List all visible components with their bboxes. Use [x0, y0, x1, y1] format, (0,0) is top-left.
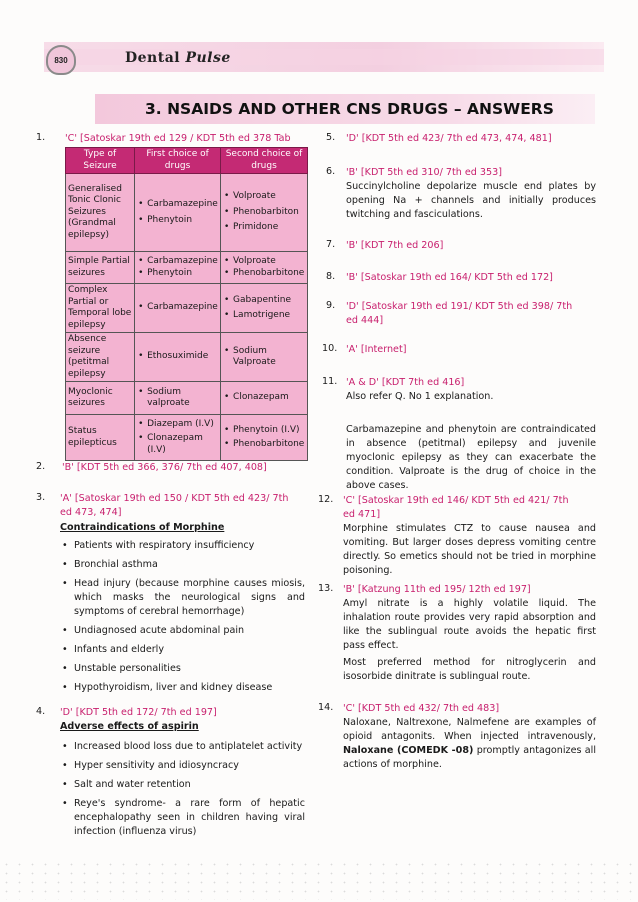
q6-number: 6. [326, 166, 336, 177]
brand-plain: Dental [125, 50, 181, 66]
list-item: • Increased blood loss due to antiplatelet activity [60, 740, 305, 754]
q2-answer: 'B' [KDT 5th ed 366, 376/ 7th ed 407, 408] [62, 462, 267, 473]
table-cell: Complex Partial or Temporal lobe epilepsy [66, 284, 135, 333]
table-row [66, 382, 308, 415]
table-cell [221, 174, 308, 252]
list-item: • Volproate [223, 256, 305, 268]
q11-answer: 'A & D' [KDT 7th ed 416] [346, 377, 465, 388]
table-cell [135, 415, 221, 461]
list-item: • Sodium valproate [137, 387, 218, 410]
list-item: • Primidone [223, 222, 305, 234]
table-cell [135, 252, 221, 284]
brand-script: Pulse [185, 50, 231, 66]
list-item: • Phenobarbiton [223, 207, 305, 219]
q14-text-a: Naloxane, Naltrexone, Nalmefene are examples of opioid antagonits. When injected intravenously, [343, 717, 596, 742]
list-item: • Unstable personalities [60, 662, 305, 676]
q12-number: 12. [318, 494, 334, 505]
q1-answer: 'C' [Satoskar 19th ed 129 / KDT 5th ed 378 Tab [65, 133, 291, 144]
table-header: First choice of drugs [135, 148, 221, 174]
list-item: • Undiagnosed acute abdominal pain [60, 624, 305, 638]
list-item: • Hyper sensitivity and idiosyncracy [60, 759, 305, 773]
list-item: • Phenytoin (I.V) [223, 425, 305, 437]
q13-answer: 'B' [Katzung 11th ed 195/ 12th ed 197] [343, 584, 531, 595]
q4-heading: Adverse effects of aspirin [60, 721, 199, 732]
list-item: • Clonazepam (I.V) [137, 433, 218, 456]
list-item: • Clonazepam [223, 392, 305, 404]
q5-number: 5. [326, 132, 336, 143]
q13-text2: Most preferred method for nitroglycerin and isosorbide dinitrate is sublingual route. [343, 657, 596, 682]
table-header: Type of Seizure [66, 148, 135, 174]
q3-answer: 'A' [Satoskar 19th ed 150 / KDT 5th ed 423/ 7th ed 473, 474] [60, 493, 289, 518]
q14-text-b: promptly antagonizes all actions of morphine. [343, 745, 597, 770]
list-item: • Carbamazepine [137, 302, 218, 314]
list-item: • Volproate [223, 191, 305, 203]
list-item: • Phenobarbitone [223, 439, 305, 451]
q10-number: 10. [322, 343, 338, 354]
table-row [66, 174, 308, 252]
q3-heading: Contraindications of Morphine [60, 522, 225, 533]
table-cell [135, 382, 221, 415]
list-item: • Salt and water retention [60, 778, 305, 792]
list-item: • Carbamazepine [137, 199, 218, 211]
q7-answer: 'B' [KDT 7th ed 206] [346, 240, 444, 251]
table-cell [135, 333, 221, 382]
list-item: • Reye's syndrome- a rare form of hepatic encephalopathy seen in children having viral infection (influenza virus) [60, 797, 305, 839]
list-item: • Ethosuximide [137, 351, 218, 363]
q14-text-bold: Naloxane (COMEDK -08) [343, 745, 474, 756]
table-cell: Myoclonic seizures [66, 382, 135, 415]
q12-answer: 'C' [Satoskar 19th ed 146/ KDT 5th ed 421/ 7th ed 471] [343, 495, 569, 520]
list-item: • Diazepam (I.V) [137, 419, 218, 431]
table-cell [135, 284, 221, 333]
q3-number: 3. [36, 492, 46, 503]
q9-number: 9. [326, 300, 336, 311]
table-cell [221, 284, 308, 333]
q5-answer: 'D' [KDT 5th ed 423/ 7th ed 473, 474, 481] [346, 133, 552, 144]
table-cell [221, 382, 308, 415]
list-item: • Hypothyroidism, liver and kidney disease [60, 681, 305, 695]
list-item: • Head injury (because morphine causes miosis, which masks the neurological signs and symptoms of cerebral hemorrhage) [60, 577, 305, 619]
list-item: • Phenytoin [137, 268, 218, 280]
q1-number: 1. [36, 132, 46, 143]
q14-text [343, 716, 596, 772]
q9-answer: 'D' [Satoskar 19th ed 191/ KDT 5th ed 398/ 7th ed 444] [346, 301, 573, 326]
q11-text1: Also refer Q. No 1 explanation. [346, 391, 494, 402]
table-cell: Absence seizure (petitmal epilepsy [66, 333, 135, 382]
table-header-row [66, 148, 308, 174]
table-cell [221, 252, 308, 284]
q14-answer: 'C' [KDT 5th ed 432/ 7th ed 483] [343, 703, 500, 714]
q6-text: Succinylcholine depolarize muscle end plates by opening Na + channels and initially produces twitching and fasciculations. [346, 181, 596, 220]
q8-answer: 'B' [Satoskar 19th ed 164/ KDT 5th ed 172] [346, 272, 553, 283]
table-row [66, 333, 308, 382]
page-title: 3. NSAIDS AND OTHER CNS DRUGS – ANSWERS [145, 100, 554, 118]
table-cell: Simple Partial seizures [66, 252, 135, 284]
list-item: • Patients with respiratory insufficiency [60, 539, 305, 553]
table-row [66, 415, 308, 461]
list-item: • Phenytoin [137, 215, 218, 227]
q3-list [60, 539, 305, 700]
table-row [66, 284, 308, 333]
q7-number: 7. [326, 239, 336, 250]
table-cell [135, 174, 221, 252]
page-number-badge: 830 [46, 45, 76, 75]
q4-list [60, 740, 305, 844]
list-item: • Sodium Valproate [223, 346, 305, 369]
list-item: • Bronchial asthma [60, 558, 305, 572]
list-item: • Carbamazepine [137, 256, 218, 268]
table-cell [221, 415, 308, 461]
q4-answer: 'D' [KDT 5th ed 172/ 7th ed 197] [60, 707, 217, 718]
brand-logo [125, 50, 231, 66]
footer-dot-texture [0, 860, 638, 900]
table-cell [221, 333, 308, 382]
list-item: • Infants and elderly [60, 643, 305, 657]
q13-text1: Amyl nitrate is a highly volatile liquid. The inhalation route provides very rapid absorption and like the sublingual route avoids the hepatic first pass effect. [343, 598, 596, 651]
q6-answer: 'B' [KDT 5th ed 310/ 7th ed 353] [346, 167, 502, 178]
q13-number: 13. [318, 583, 334, 594]
table-row [66, 252, 308, 284]
seizure-drug-table [65, 147, 308, 461]
table-header: Second choice of drugs [221, 148, 308, 174]
q11-number: 11. [322, 376, 338, 387]
table-cell: Generalised Tonic Clonic Seizures (Grandmal epilepsy) [66, 174, 135, 252]
list-item: • Phenobarbitone [223, 268, 305, 280]
q12-text: Morphine stimulates CTZ to cause nausea and vomiting. But larger doses depress vomiting centre directly. So emetics should not be tried in morphine poisoning. [343, 523, 596, 576]
q8-number: 8. [326, 271, 336, 282]
table-cell: Status epilepticus [66, 415, 135, 461]
list-item: • Gabapentine [223, 295, 305, 307]
q14-number: 14. [318, 702, 334, 713]
q2-number: 2. [36, 461, 46, 472]
q11-text2: Carbamazepine and phenytoin are contraindicated in absence (petitmal) epilepsy and juvenile myoclonic epilepsy as they can exacerbate the condition. Valproate is the drug of choice in the above cases. [346, 424, 596, 491]
list-item: • Lamotrigene [223, 310, 305, 322]
q4-number: 4. [36, 706, 46, 717]
q10-answer: 'A' [Internet] [346, 344, 407, 355]
